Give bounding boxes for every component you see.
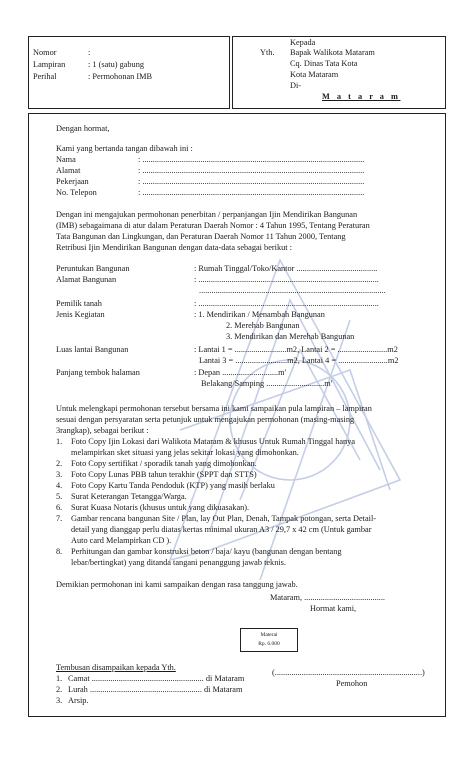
panjang-label: Panjang tembok halaman — [56, 368, 140, 377]
pemilik-value[interactable]: : ....................................................................................... — [194, 299, 379, 308]
field-value-telepon[interactable]: : ........................................................................................................... — [138, 188, 365, 197]
field-value-alamat[interactable]: : ........................................................................................................... — [138, 166, 365, 175]
luas-value[interactable]: : Lantai 1 = .........................m2, Lantai 2 = ........................m2 — [194, 345, 398, 354]
paragraph1-line: Dengan ini mengajukan permohonan penerbitan / perpanjangan Ijin Mendirikan Bangunan — [56, 210, 358, 219]
attachment-num: 5. — [56, 492, 63, 501]
panjang-value[interactable]: Belakang/Samping ............................m' — [201, 379, 333, 388]
jenis-option[interactable]: 2. Merehab Bangunan — [226, 321, 300, 330]
header-row-nomor — [33, 48, 57, 58]
attachment-line: Foto Copy Lunas PBB tahun terakhir (SPPT dan STTS) — [71, 470, 257, 479]
attachment-line: Foto Copy Ijin Lokasi dari Walikota Mataram & khusus Untuk Rumah Tinggal hanya — [71, 437, 356, 446]
paragraph2-line: 3rangkap), sebagai berikut : — [56, 426, 149, 435]
header-label: Lampiran — [33, 60, 66, 69]
attachment-num: 1. — [56, 437, 63, 446]
paragraph2-line: sesuai dengan persyaratan serta petunjuk untuk mengajukan permohonan (masing-masing — [56, 415, 355, 424]
signature-name-line[interactable]: (.......................................................................) — [272, 668, 425, 677]
respect-text: Hormat kami, — [310, 604, 357, 613]
attachment-line: melampirkan sket situasi yang jelas sekitar lokasi yang dimohonkan. — [71, 448, 299, 457]
field-label-alamat: Alamat — [56, 166, 81, 175]
alamat-bangunan-label: Alamat Bangunan — [56, 275, 117, 284]
recipient-line: Di- — [290, 81, 302, 90]
pemilik-label: Pemilik tanah — [56, 299, 102, 308]
field-label-pekerjaan: Pekerjaan — [56, 177, 89, 186]
field-label-telepon: No. Telepon — [56, 188, 97, 197]
paragraph1-line: Retribusi Ijin Mendirikan Bangunan dengan data-data sebagai berikut : — [56, 243, 292, 252]
cc-item: Arsip. — [68, 696, 89, 705]
cc-num: 2. — [56, 685, 63, 694]
paragraph2-line: Untuk melengkapi permohonan tersebut bersama ini kami sampaikan pula lampiran – lampiran — [56, 404, 372, 413]
attachment-num: 7. — [56, 514, 63, 523]
recipient-line: Kota Mataram — [290, 70, 339, 79]
header-row-perihal — [33, 72, 57, 82]
place-date[interactable]: Mataram, ....................................... — [270, 593, 385, 602]
attachment-line: detail yang dianggap perlu diatas kertas minimal ukuran A3 / 29,7 x 42 cm (Untuk gambar — [71, 525, 372, 534]
jenis-label: Jenis Kegiatan — [56, 310, 105, 319]
cc-item: Camat ...................................................... di Mataram — [68, 674, 245, 683]
header-label: Nomor — [33, 48, 57, 57]
attachment-line: Gambar rencana bangunan Site / Plan, lay Out Plan, Denah, Tampak potongan, serta Detail- — [71, 514, 377, 523]
alamat-bangunan-value[interactable]: : ....................................................................................... — [194, 275, 379, 284]
kepada-label: Kepada — [290, 38, 316, 47]
recipient-line: Bapak Walikota Mataram — [290, 48, 375, 57]
luas-value[interactable]: Lantai 3 = .........................m2, Lantai 4 = ........................m2 — [199, 356, 399, 365]
panjang-value[interactable]: : Depan ...........................m' — [194, 368, 287, 377]
field-value-pekerjaan[interactable]: : ........................................................................................................... — [138, 177, 365, 186]
closing-text: Demikian permohonan ini kami sampaikan dengan rasa tanggung jawab. — [56, 580, 298, 589]
peruntukan-value[interactable]: : Rumah Tinggal/Toko/Kantor ....................................... — [194, 264, 378, 273]
cc-num: 1. — [56, 674, 63, 683]
luas-label: Luas lantai Bangunan — [56, 345, 129, 354]
header-sep: : Permohonan IMB — [88, 72, 153, 81]
jenis-option[interactable]: : 1. Mendirikan / Menambah Bangunan — [194, 310, 325, 319]
materai-label: Materai — [260, 632, 278, 638]
alamat-bangunan-value2[interactable]: .......................................................................................... — [199, 286, 386, 295]
attachment-num: 3. — [56, 470, 63, 479]
paragraph1-line: Tata Bangunan dan Lingkungan, dan Peraturan Daerah Nomor 11 Tahun 2000, Tentang — [56, 232, 346, 241]
field-value-nama[interactable]: : ........................................................................................................... — [138, 155, 365, 164]
cc-title: Tembusan disampaikan kepada Yth. — [56, 663, 176, 672]
greeting: Dengan hormat, — [56, 124, 110, 133]
attachment-num: 6. — [56, 503, 63, 512]
intro-text: Kami yang bertanda tangan dibawah ini : — [56, 144, 193, 153]
jenis-option[interactable]: 3. Mendirikan dan Merehab Bangunan — [226, 332, 355, 341]
attachment-line: Auto card Melampirkan CD ). — [71, 536, 172, 545]
attachment-num: 2. — [56, 459, 63, 468]
attachment-line: Surat Kuasa Notaris (khusus untuk yang dikuasakan). — [71, 503, 250, 512]
attachment-line: Surat Keterangan Tetangga/Warga. — [71, 492, 187, 501]
header-label: Perihal — [33, 72, 57, 81]
header-sep: : — [88, 48, 91, 57]
yth-label: Yth. — [260, 48, 275, 57]
recipient-city: M a t a r a m — [322, 92, 401, 101]
materai-stamp — [240, 628, 298, 652]
attachment-line: lebar/bertingkat) yang ditanda tangani penanggung jawab teknis. — [71, 558, 286, 567]
signature-role: Pemohon — [336, 679, 368, 688]
attachment-num: 8. — [56, 547, 63, 556]
paragraph1-line: (IMB) sebagaimana di atur dalam Peraturan Daerah Nomor : 4 Tahun 1995, Tentang Peraturan — [56, 221, 370, 230]
header-row-lampiran — [33, 60, 65, 70]
attachment-line: Foto Copy sertifikat / sporadik tanah yang dimohonkan. — [71, 459, 257, 468]
cc-item: Lurah ...................................................... di Mataram — [68, 685, 243, 694]
peruntukan-label: Peruntukan Bangunan — [56, 264, 130, 273]
field-label-nama: Nama — [56, 155, 76, 164]
attachment-line: Perhitungan dan gambar konstruksi beton / baja/ kayu (bangunan dengan bentang — [71, 547, 342, 556]
materai-amount: Rp. 6.000 — [258, 641, 280, 647]
cc-num: 3. — [56, 696, 63, 705]
recipient-line: Cq. Dinas Tata Kota — [290, 59, 358, 68]
attachment-line: Foto Copy Kartu Tanda Pendoduk (KTP) yang masih berlaku — [71, 481, 275, 490]
attachment-num: 4. — [56, 481, 63, 490]
header-sep: : 1 (satu) gabung — [88, 60, 145, 69]
